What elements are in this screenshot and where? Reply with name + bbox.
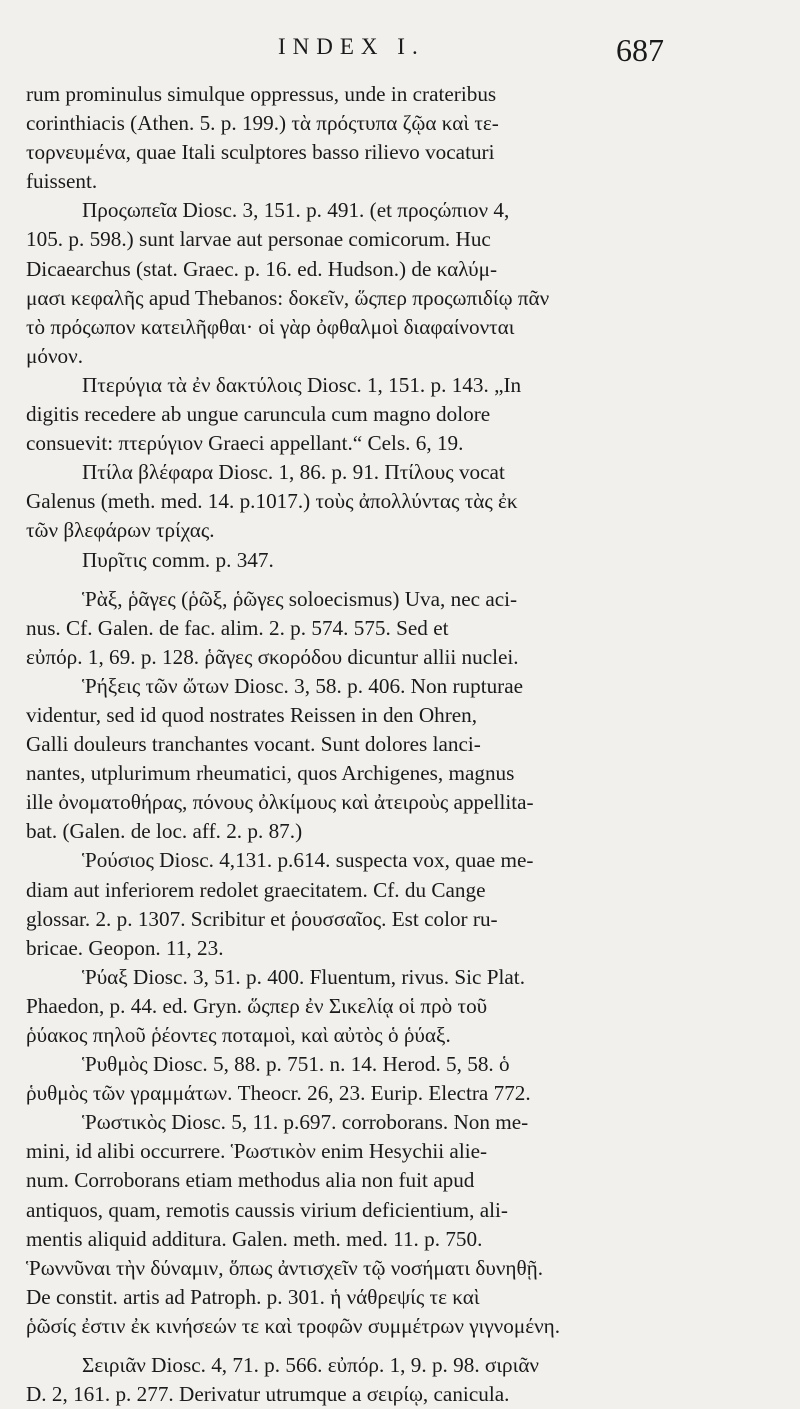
text-line: μόνον. <box>26 343 84 368</box>
text-line: Προςωπεῖα Diosc. 3, 151. p. 491. (et προςώπιον 4, <box>82 198 510 223</box>
text-line: bat. (Galen. de loc. aff. 2. p. 87.) <box>26 819 303 844</box>
text-line: ῥύακος πηλοῦ ῥέοντες ποταμοὶ, καὶ αὐτὸς ὁ ῥύαξ. <box>26 1023 451 1047</box>
text-line: videntur, sed id quod nostrates Reissen in den Ohren, <box>26 702 478 727</box>
text-line: antiquos, quam, remotis caussis virium deficientium, ali- <box>26 1197 508 1222</box>
text-line: Phaedon, p. 44. ed. Gryn. ὥςπερ ἐν Σικελίᾳ οἱ πρὸ τοῦ <box>26 993 488 1018</box>
text-line: consuevit: πτερύγιον Graeci appellant.“ Cels. 6, 19. <box>26 431 464 456</box>
text-line: glossar. 2. p. 1307. Scribitur et ῥουσσαῖος. Est color ru- <box>26 906 498 931</box>
text-line: Ῥυθμὸς Diosc. 5, 88. p. 751. n. 14. Herod. 5, 58. ὁ <box>82 1052 510 1077</box>
text-line: Dicaearchus (stat. Graec. p. 16. ed. Hudson.) de καλύμ- <box>26 256 498 281</box>
text-line: Ῥὰξ, ῥᾶγες (ῥῶξ, ῥῶγες soloecismus) Uva, nec aci- <box>82 586 518 611</box>
running-head: INDEX I. <box>278 34 425 59</box>
text-line: τορνευμένα, quae Itali sculptores basso rilievo vocaturi <box>26 140 495 165</box>
text-line: Πτερύγια τὰ ἐν δακτύλοις Diosc. 1, 151. p. 143. „In <box>82 372 522 397</box>
text-line: τὸ πρόςωπον κατειλῆφθαι· οἱ γὰρ ὀφθαλμοὶ διαφαίνονται <box>26 314 515 339</box>
text-line: εὐπόρ. 1, 69. p. 128. ῥᾶγες σκορόδου dicuntur allii nuclei. <box>26 644 519 669</box>
text-line: Ῥύαξ Diosc. 3, 51. p. 400. Fluentum, rivus. Sic Plat. <box>82 964 525 989</box>
text-line: bricae. Geopon. 11, 23. <box>26 935 224 960</box>
text-line: Galli douleurs tranchantes vocant. Sunt dolores lanci- <box>26 732 481 757</box>
text-line: Ῥωννῦναι τὴν δύναμιν, ὅπως ἀντισχεῖν τῷ νοσήματι δυνηθῇ. <box>26 1255 544 1280</box>
text-line: mini, id alibi occurrere. Ῥωστικὸν enim Hesychii alie- <box>26 1139 488 1164</box>
text-line: Ῥωστικὸς Diosc. 5, 11. p.697. corroborans. Non me- <box>82 1110 529 1135</box>
index-text <box>26 80 682 1409</box>
page-number: 687 <box>616 32 664 68</box>
text-line: Πτίλα βλέφαρα Diosc. 1, 86. p. 91. Πτίλους vocat <box>82 460 505 485</box>
text-line: De constit. artis ad Patroph. p. 301. ἡ νάθρεψίς τε καὶ <box>26 1284 480 1309</box>
text-line: mentis aliquid additura. Galen. meth. med. 11. p. 750. <box>26 1226 483 1251</box>
text-line: μασι κεφαλῆς apud Thebanos: δοκεῖν, ὥςπερ προςωπιδίῳ πᾶν <box>26 285 550 310</box>
text-line: rum prominulus simulque oppressus, unde in crateribus <box>26 82 497 106</box>
text-line: ῥῶσίς ἐστιν ἐκ κινήσεών τε καὶ τροφῶν συμμέτρων γιγνομένη. <box>26 1313 561 1338</box>
text-line: Σειριᾶν Diosc. 4, 71. p. 566. εὐπόρ. 1, 9. p. 98. σιριᾶν <box>82 1353 540 1378</box>
text-line: Ῥούσιος Diosc. 4,131. p.614. suspecta vox, quae me- <box>82 848 534 873</box>
text-line: Πυρῖτις comm. p. 347. <box>82 547 274 572</box>
text-line: diam aut inferiorem redolet graecitatem. Cf. du Cange <box>26 877 486 902</box>
text-line: nus. Cf. Galen. de fac. alim. 2. p. 574. 575. Sed et <box>26 615 449 640</box>
text-line: num. Corroborans etiam methodus alia non fuit apud <box>26 1168 475 1193</box>
text-line: τῶν βλεφάρων τρίχας. <box>26 518 215 543</box>
text-line: ῥυθμὸς τῶν γραμμάτων. Theocr. 26, 23. Eurip. Electra 772. <box>26 1081 531 1106</box>
text-line: fuissent. <box>26 169 98 194</box>
text-line: ille ὀνοματοθήρας, πόνους ὀλκίμους καὶ ἀτειροὺς appellita- <box>26 790 534 815</box>
text-line: Galenus (meth. med. 14. p.1017.) τοὺς ἀπολλύντας τὰς ἐκ <box>26 489 518 514</box>
page-header <box>0 26 800 66</box>
text-line: nantes, utplurimum rheumatici, quos Archigenes, magnus <box>26 761 515 786</box>
text-line: D. 2, 161. p. 277. Derivatur utrumque a σειρίῳ, canicula. <box>26 1382 510 1407</box>
text-line: digitis recedere ab ungue caruncula cum magno dolore <box>26 402 491 427</box>
text-line: Ῥήξεις τῶν ὤτων Diosc. 3, 58. p. 406. Non rupturae <box>82 673 524 698</box>
text-line: 105. p. 598.) sunt larvae aut personae comicorum. Huc <box>26 227 491 252</box>
text-line: corinthiacis (Athen. 5. p. 199.) τὰ πρόςτυπα ζῷα καὶ τε- <box>26 111 499 136</box>
